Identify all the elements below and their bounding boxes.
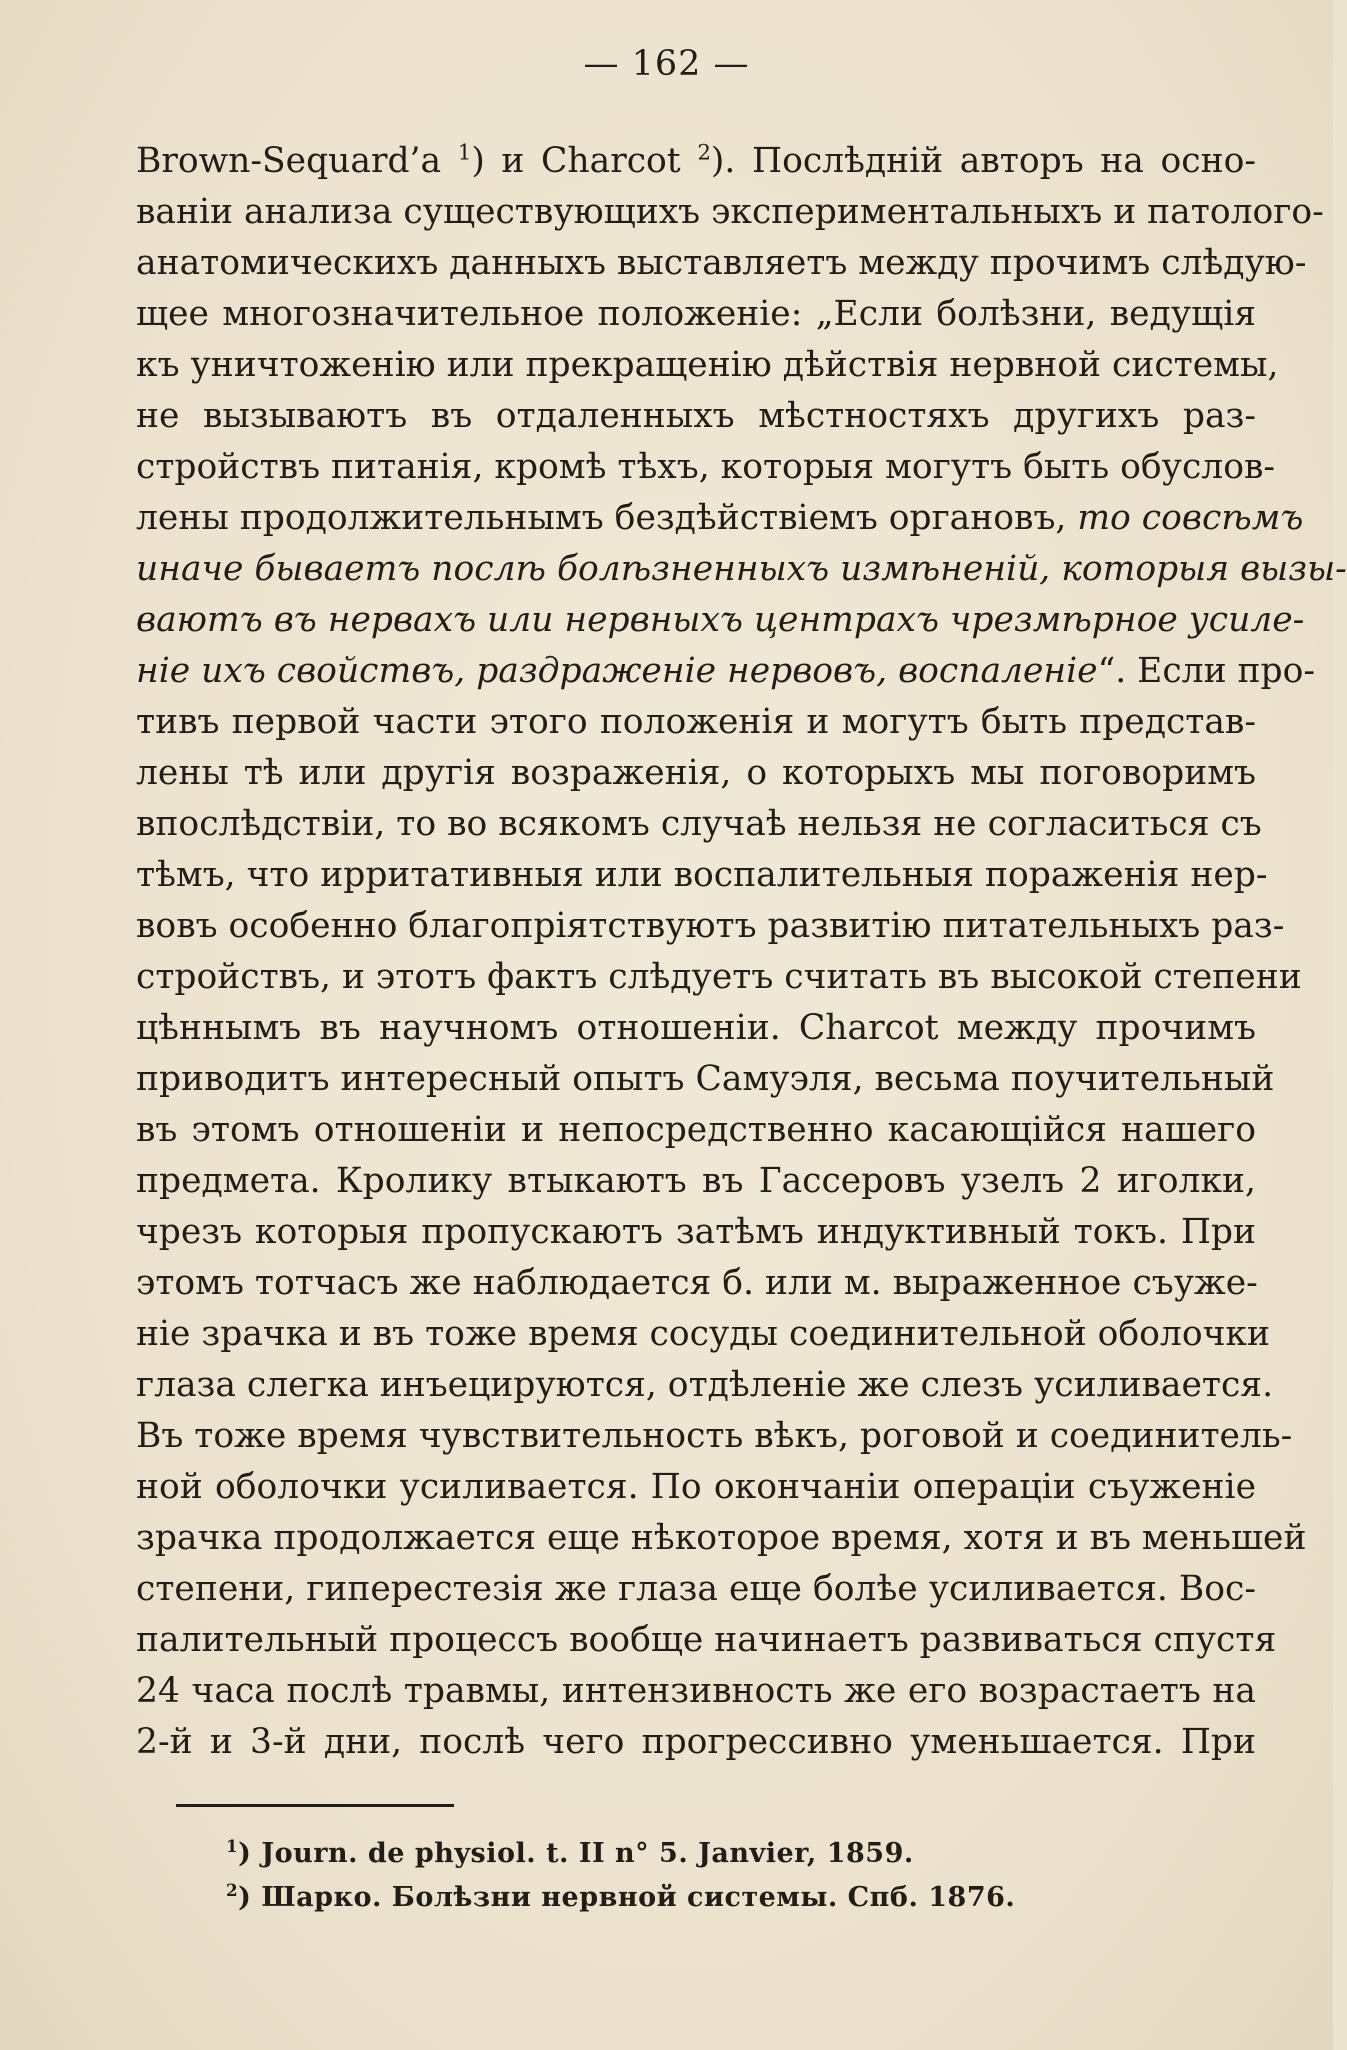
footnote-text: ) Шарко. Болѣзни нервной системы. Спб. 1876.	[238, 1882, 1016, 1913]
text-line	[136, 697, 1256, 748]
text-span: глаза слегка инъецируются, отдѣленіе же слезъ усиливается.	[136, 1365, 1274, 1405]
text-line	[136, 748, 1256, 799]
text-span: ) и Charcot	[471, 141, 698, 181]
text-span: ніе зрачка и въ тоже время сосуды соединительной оболочки	[136, 1314, 1270, 1354]
text-span: ваніи анализа существующихъ экспериментальныхъ и патолого-	[136, 192, 1324, 232]
italic-text-span: ваютъ въ нервахъ или нервныхъ центрахъ чрезмѣрное усиле-	[136, 600, 1305, 640]
text-line	[136, 1717, 1256, 1768]
text-line	[136, 646, 1316, 697]
text-line	[136, 1513, 1307, 1564]
text-line	[136, 1462, 1256, 1513]
text-span: степени, гиперестезія же глаза еще болѣе усиливается. Вос-	[136, 1569, 1256, 1609]
text-line	[136, 340, 1279, 391]
text-line	[136, 1105, 1256, 1156]
footnote-marker: 1	[226, 1836, 239, 1856]
italic-text-span: то совсѣмъ	[1077, 498, 1304, 538]
text-span: тѣмъ, что ирритативныя или воспалительныя пораженія нер-	[136, 855, 1268, 895]
text-span: тивъ первой части этого положенія и могутъ быть представ-	[136, 702, 1256, 742]
text-span: къ уничтоженію или прекращенію дѣйствія нервной системы,	[136, 345, 1279, 385]
footnote	[226, 1876, 1015, 1920]
text-line	[136, 1003, 1256, 1054]
text-span: щее многозначительное положеніе: „Если болѣзни, ведущія	[136, 294, 1256, 334]
text-line	[136, 493, 1304, 544]
text-span: Brown-Sequard’a	[136, 141, 458, 181]
italic-text-span: иначе бываетъ послѣ болѣзненныхъ измѣненій, которыя вызы-	[136, 549, 1347, 589]
footnote-reference: 1	[457, 140, 472, 166]
text-span: вовъ особенно благопріятствуютъ развитію питательныхъ раз-	[136, 906, 1285, 946]
text-line	[136, 391, 1256, 442]
text-line	[136, 187, 1324, 238]
text-span: чрезъ которыя пропускаютъ затѣмъ индуктивный токъ. При	[136, 1212, 1256, 1252]
text-line	[136, 1258, 1256, 1309]
text-line	[136, 1054, 1275, 1105]
text-span: приводитъ интересный опытъ Самуэля, весьма поучительный	[136, 1059, 1275, 1099]
page-number: — 162 —	[583, 44, 750, 84]
text-line	[136, 1666, 1256, 1717]
footnote-text: ) Journ. de physiol. t. II n° 5. Janvier, 1859.	[238, 1838, 914, 1869]
text-line	[136, 1207, 1256, 1258]
text-line	[136, 850, 1268, 901]
text-line	[136, 136, 1256, 187]
text-span: анатомическихъ данныхъ выставляетъ между прочимъ слѣдую-	[136, 243, 1307, 283]
body-text	[136, 136, 1347, 1768]
text-span: ). Послѣдній авторъ на осно-	[710, 141, 1257, 181]
text-span: 24 часа послѣ травмы, интензивность же его возрастаетъ на	[136, 1671, 1256, 1711]
text-span: лены тѣ или другія возраженія, о которыхъ мы поговоримъ	[136, 753, 1256, 793]
text-line	[136, 442, 1276, 493]
text-span: “. Если про-	[1097, 651, 1316, 691]
text-span: не вызываютъ въ отдаленныхъ мѣстностяхъ другихъ раз-	[136, 396, 1256, 436]
text-span: ной оболочки усиливается. По окончаніи операціи съуженіе	[136, 1467, 1256, 1507]
text-line	[136, 1411, 1293, 1462]
text-span: этомъ тотчасъ же наблюдается б. или м. выраженное съуже-	[136, 1263, 1258, 1303]
text-line	[136, 1615, 1277, 1666]
text-line	[136, 1309, 1270, 1360]
text-span: 2-й и 3-й дни, послѣ чего прогрессивно уменьшается. При	[136, 1722, 1256, 1762]
text-line	[136, 799, 1262, 850]
text-line	[136, 1564, 1256, 1615]
footnote-marker: 2	[226, 1880, 239, 1900]
text-line	[136, 1360, 1274, 1411]
text-span: въ этомъ отношеніи и непосредственно касающійся нашего	[136, 1110, 1256, 1150]
footnotes	[226, 1832, 1015, 1920]
text-line	[136, 1156, 1256, 1207]
text-line	[136, 238, 1307, 289]
text-span: зрачка продолжается еще нѣкоторое время, хотя и въ меньшей	[136, 1518, 1307, 1558]
text-span: палительный процессъ вообще начинаетъ развиваться спустя	[136, 1620, 1277, 1660]
text-line	[136, 595, 1305, 646]
footnote-reference: 2	[697, 140, 711, 166]
text-span: лены продолжительнымъ бездѣйствіемъ органовъ,	[136, 498, 1078, 538]
italic-text-span: ніе ихъ свойствъ, раздраженіе нервовъ, воспаленіе	[136, 651, 1098, 691]
text-span: Въ тоже время чувствительность вѣкъ, роговой и соединитель-	[136, 1416, 1293, 1456]
text-span: стройствъ, и этотъ фактъ слѣдуетъ считать въ высокой степени	[136, 957, 1302, 997]
text-span: впослѣдствіи, то во всякомъ случаѣ нельзя не согласиться съ	[136, 804, 1262, 844]
text-span: стройствъ питанія, кромѣ тѣхъ, которыя могутъ быть обуслов-	[136, 447, 1276, 487]
text-line	[136, 544, 1347, 595]
text-line	[136, 289, 1256, 340]
text-line	[136, 952, 1302, 1003]
footnote-separator-rule	[176, 1804, 454, 1807]
text-span: цѣннымъ въ научномъ отношеніи. Charcot между прочимъ	[136, 1008, 1256, 1048]
footnote	[226, 1832, 1015, 1876]
text-span: предмета. Кролику втыкаютъ въ Гассеровъ узелъ 2 иголки,	[136, 1161, 1256, 1201]
text-line	[136, 901, 1285, 952]
